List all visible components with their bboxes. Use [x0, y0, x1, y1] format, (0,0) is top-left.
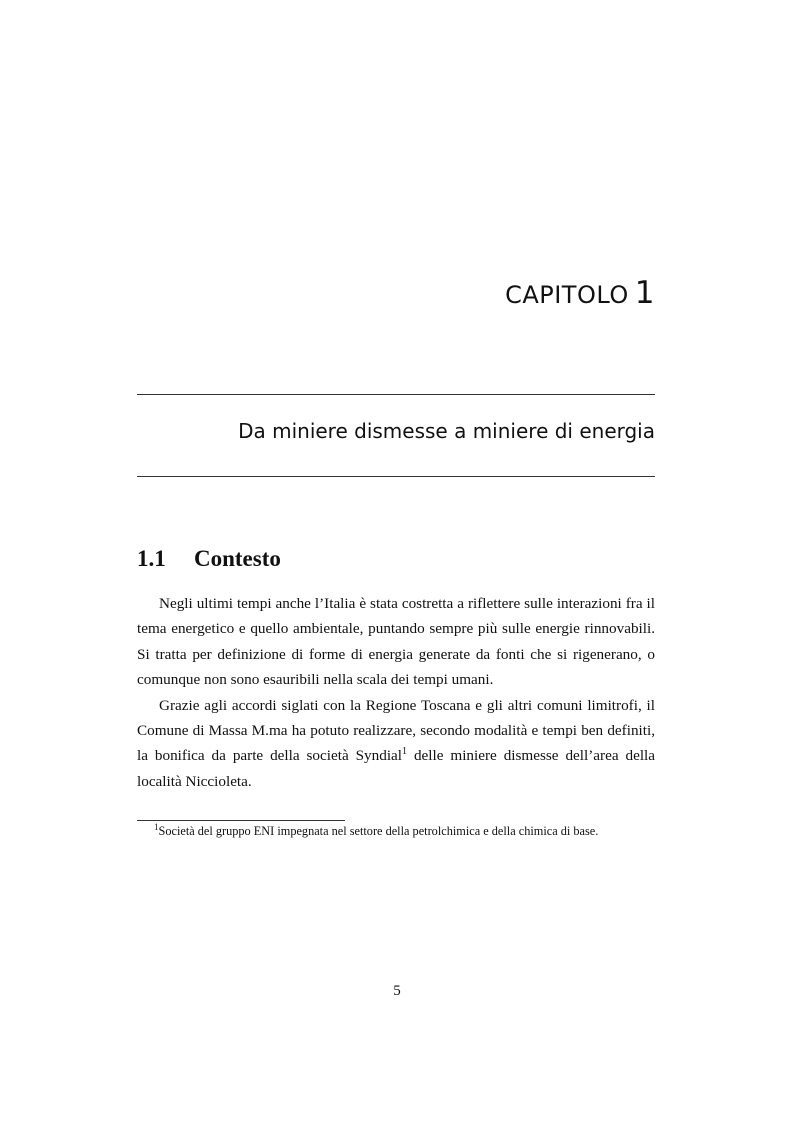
section-number: 1.1: [137, 546, 166, 571]
footnote-text: Società del gruppo ENI impegnata nel settore della petrolchimica e della chimica di base.: [158, 824, 599, 838]
chapter-title: Da miniere dismesse a miniere di energia: [238, 419, 655, 443]
paragraph-2: [137, 693, 655, 795]
paragraph-2-text-a: Grazie agli accordi siglati con la Regione Toscana e gli altri comuni limitrofi, il Comune di Massa M.ma ha potuto realizzare, secondo modalità e tempi ben definiti, la bonifica da parte della società Syndial: [137, 696, 655, 765]
footnote: [137, 821, 655, 841]
chapter-label-text: CAPITOLO: [505, 281, 629, 309]
chapter-number: 1: [634, 275, 655, 311]
section-heading: [137, 547, 281, 570]
footnote-mark: 1: [154, 821, 159, 832]
footnote-reference: 1: [402, 746, 408, 758]
section-title: Contesto: [194, 546, 281, 571]
chapter-title-rule-top: [137, 394, 655, 395]
chapter-label: [505, 275, 655, 311]
chapter-title-rule-bottom: [137, 476, 655, 477]
paragraph-2-text-b: delle miniere dismesse dell’area della località Niccioleta.: [137, 747, 656, 790]
paragraph-1: Negli ultimi tempi anche l’Italia è stata costretta a riflettere sulle interazioni fra il tema energetico e quello ambientale, puntando sempre più sulle energie rinnovabili. Si tratta per definizione di forme di energia generate da fonti che si rigenerano, o comunque non sono esauribili nella scala dei tempi umani.: [137, 595, 655, 689]
page-number: 5: [393, 983, 401, 999]
body-text: [137, 591, 655, 794]
